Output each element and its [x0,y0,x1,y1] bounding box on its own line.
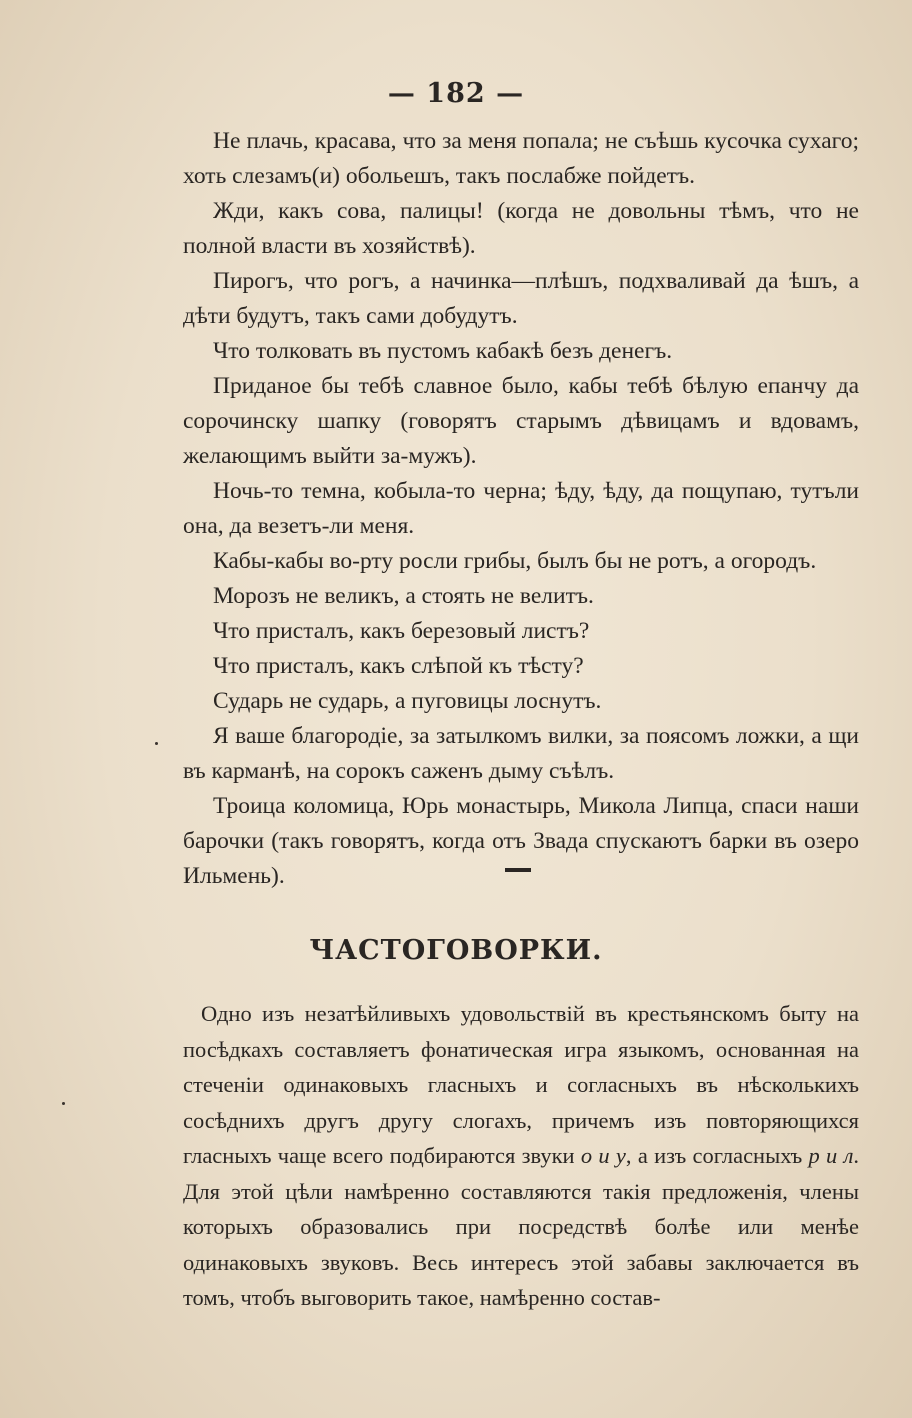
proverb-paragraph: Пирогъ, что рогъ, а начинка—плѣшъ, подхваливай да ѣшъ, а дѣти будутъ, такъ сами добудутъ. [183,268,859,329]
section-paragraph [183,996,859,1316]
section-title: ЧАСТОГОВОРКИ. [309,935,603,966]
proverb-paragraph: Что толковать въ пустомъ кабакѣ безъ денегъ. [213,338,673,364]
proverb-paragraph: Ночь-то темна, кобыла-то черна; ѣду, ѣду, да пощупаю, тутъли она, да везетъ-ли меня. [183,478,859,539]
ink-speck [62,1102,65,1105]
section-divider [505,868,531,872]
proverb-paragraph: Троица коломица, Юрь монастырь, Микола Липца, спаси наши барочки (такъ говорятъ, когда отъ Звада спускаютъ барки въ озеро Ильмень). [183,793,859,889]
section-intro-text [183,996,859,1316]
section-text-part: , а изъ согласныхъ [625,1143,803,1168]
proverb-paragraph: Жди, какъ сова, палицы! (когда не довольны тѣмъ, что не полной власти въ хозяйствѣ). [183,198,859,259]
proverb-paragraph: Я ваше благородіе, за затылкомъ вилки, за поясомъ ложки, а щи въ карманѣ, на сорокъ саженъ дыму съѣлъ. [183,723,859,784]
consonants-emphasis: р и л [808,1143,854,1168]
proverb-paragraph: Кабы-кабы во-рту росли грибы, былъ бы не ротъ, а огородъ. [213,548,817,574]
section-text-part: . Для этой цѣли намѣренно составляются такія предложенія, члены которыхъ образовались при посредствѣ болѣе или менѣе одинаковыхъ звуковъ. Весь интересъ этой забавы заключается въ томъ, чтобъ выговорить такое, намѣренно состав- [183,1143,860,1310]
vowels-emphasis: о и у [580,1143,626,1168]
proverb-paragraph: Приданое бы тебѣ славное было, кабы тебѣ бѣлую епанчу да сорочинску шапку (говорятъ старымъ дѣвицамъ и вдовамъ, желающимъ выйти за-мужъ). [183,373,859,469]
proverbs-text [183,124,859,894]
ink-speck [155,742,158,745]
page-number: — 182 — [387,78,525,109]
proverb-paragraph: Морозъ не великъ, а стоять не велитъ. [213,583,594,609]
proverb-paragraph: Не плачь, красава, что за меня попала; не съѣшь кусочка сухаго; хоть слезамъ(и) обольешъ, такъ послабже пойдетъ. [183,128,859,189]
proverb-paragraph: Сударь не сударь, а пуговицы лоснутъ. [213,688,602,714]
section-text-part: Одно изъ незатѣйливыхъ удовольствій въ крестьянскомъ быту на посѣдкахъ составляетъ фонатическая игра языкомъ, основанная на стеченіи одинаковыхъ гласныхъ и согласныхъ въ нѣсколькихъ сосѣднихъ другъ другу слогахъ, причемъ изъ повторяющихся гласныхъ чаще всего подбираются звуки [183,1001,859,1168]
proverb-paragraph: Что присталъ, какъ слѣпой къ тѣсту? [213,653,584,679]
proverb-paragraph: Что присталъ, какъ березовый листъ? [213,618,590,644]
